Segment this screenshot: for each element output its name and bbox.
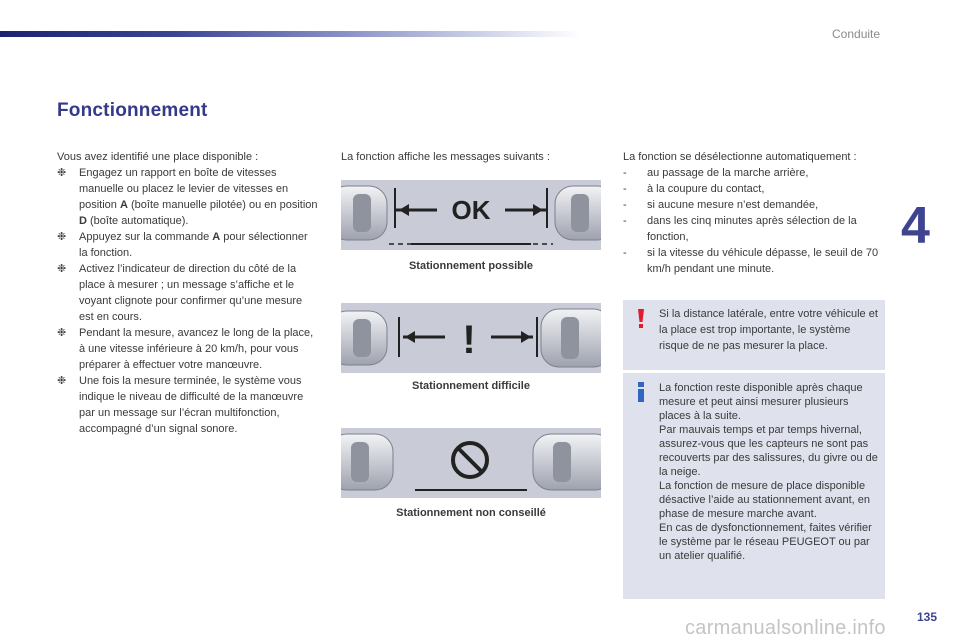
info-note-text (659, 381, 879, 563)
parking-possible-illustration (341, 180, 601, 250)
section-title: Fonctionnement (57, 100, 208, 121)
warning-note-text: Si la distance latérale, entre votre véhicule et la place est trop importante, le système risque de ne pas mesurer la place. (659, 308, 878, 352)
parked-car-right-icon (533, 434, 601, 490)
list-item: - au passage de la marche arrière, (623, 167, 809, 179)
instructions-column (57, 149, 319, 437)
parking-difficult-caption: Stationnement difficile (412, 380, 530, 392)
parked-car-left-icon (341, 186, 387, 240)
list-item: ❉ Engagez un rapport en boîte de vitesses manuelle ou placez le levier de vitesses en position A (boîte manuelle pilotée) ou en position D (boîte automatique). (57, 167, 318, 227)
list-item: ❉ Appuyez sur la commande A pour sélectionner la fonction. (57, 231, 308, 259)
page-number: 135 (917, 610, 938, 624)
parking-not-advised-illustration (341, 428, 601, 498)
list-item: - dans les cinq minutes après sélection de la fonction, (623, 215, 857, 243)
info-note (623, 373, 885, 599)
list-item: - si aucune mesure n’est demandée, (623, 199, 819, 211)
deselection-intro: La fonction se désélectionne automatiquement : (623, 151, 857, 163)
parking-possible-figure (341, 180, 601, 250)
bullet-icon: ❉ (57, 375, 67, 387)
instructions-intro: Vous avez identifié une place disponible : (57, 151, 259, 163)
warning-note (623, 300, 885, 370)
list-item: - si la vitesse du véhicule dépasse, le seuil de 70 km/h pendant une minute. (623, 247, 879, 275)
bullet-icon: ❉ (57, 263, 67, 275)
parking-difficult-illustration (341, 303, 601, 373)
parked-car-right-icon (555, 186, 601, 240)
deselection-column (623, 149, 885, 277)
warning-symbol: ! (462, 318, 476, 362)
exclamation-icon (631, 308, 651, 330)
parking-difficult-figure (341, 303, 601, 373)
info-paragraph: En cas de dysfonctionnement, faites vérifier le système par le réseau PEUGEOT ou par un atelier qualifié. (659, 522, 872, 562)
header-gradient-bar (0, 31, 580, 37)
ok-symbol: OK (451, 195, 491, 225)
bullet-icon: ❉ (57, 231, 67, 243)
info-paragraph: La fonction reste disponible après chaque mesure et peut ainsi mesurer plusieurs places à la suite. (659, 382, 863, 422)
chapter-title: Conduite (832, 27, 881, 41)
parked-car-right-icon (541, 309, 601, 367)
parked-car-left-icon (341, 434, 393, 490)
parking-not-advised-figure (341, 428, 601, 498)
watermark: carmanualsonline.info (685, 617, 886, 639)
list-item: ❉ Activez l’indicateur de direction du côté de la place à mesurer ; un message s’affiche et le voyant clignote pour confirmer qu’une mesure est en cours. (57, 263, 303, 323)
list-item: ❉ Pendant la mesure, avancez le long de la place, à une vitesse inférieure à 20 km/h, pour vous préparer à effectuer votre manœuvre. (57, 327, 314, 371)
bullet-icon: ❉ (57, 327, 67, 339)
parked-car-left-icon (341, 311, 387, 365)
bullet-icon: ❉ (57, 167, 67, 179)
list-item: ❉ Une fois la mesure terminée, le système vous indique le niveau de difficulté de la manœuvre par un message sur l’écran multifonction, accompagné d’un signal sonore. (57, 375, 304, 435)
chapter-number: 4 (901, 197, 930, 255)
info-paragraph: La fonction de mesure de place disponible désactive l’aide au stationnement avant, en phase de mesure marche avant. (659, 480, 870, 520)
messages-column (341, 149, 601, 165)
parking-possible-caption: Stationnement possible (408, 260, 534, 272)
messages-intro: La fonction affiche les messages suivants : (341, 151, 550, 163)
list-item: - à la coupure du contact, (623, 183, 765, 195)
parking-not-advised-caption: Stationnement non conseillé (396, 507, 546, 519)
info-icon (631, 381, 651, 403)
info-paragraph: Par mauvais temps et par temps hivernal, assurez-vous que les capteurs ne sont pas recouverts par des salissures, du givre ou de la neige. (659, 424, 878, 478)
